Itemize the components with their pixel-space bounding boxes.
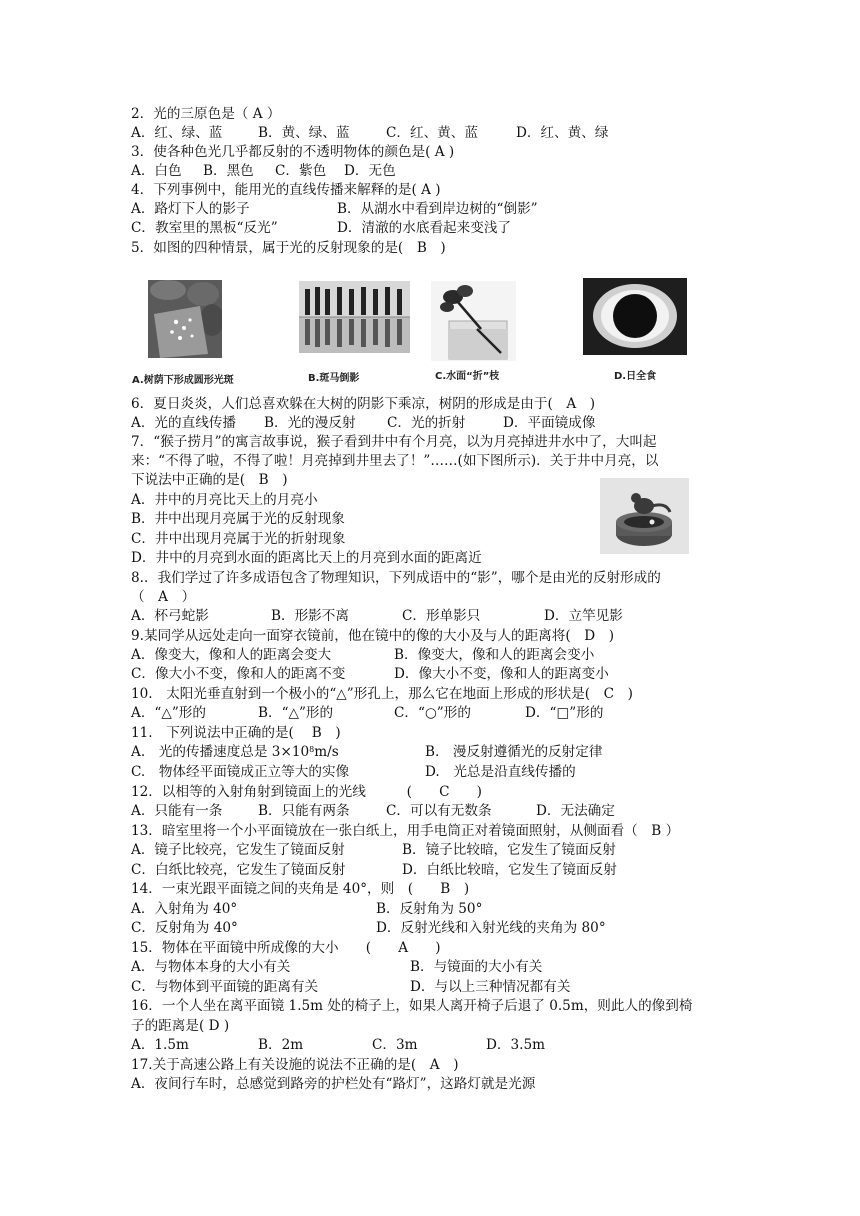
option-a: A．“△”形的: [131, 705, 206, 721]
question-8-stem-line1: 8.．我们学过了许多成语包含了物理知识，下列成语中的“影”，哪个是由光的反射形成的: [131, 570, 661, 586]
option-a: A．1.5m: [131, 1037, 189, 1053]
monkey-well-image: [600, 478, 689, 554]
option-a: A．红、绿、蓝: [131, 125, 223, 141]
option-c: C．红、黄、蓝: [386, 125, 478, 141]
option-b: B．黑色: [203, 163, 254, 179]
question-6-stem: 6．夏日炎炎，人们总喜欢躲在大树的阴影下乘凉，树阴的形成是由于( A ): [131, 396, 596, 412]
option-b: B．形影不离: [271, 608, 349, 624]
question-3-stem: 3．使各种色光几乎都反射的不透明物体的颜色是( A ): [131, 144, 455, 160]
option-d: D．3.5m: [486, 1037, 546, 1053]
option-d: D．无法确定: [536, 803, 615, 819]
option-a: A．杯弓蛇影: [131, 608, 209, 624]
image-caption-a: A.树荫下形成圆形光斑: [132, 375, 234, 386]
option-b: B．像变大，像和人的距离会变小: [394, 647, 595, 663]
option-d: D. 光总是沿直线传播的: [425, 764, 576, 780]
option-a: A．只能有一条: [131, 803, 223, 819]
option-c: C. 物体经平面镜成正立等大的实像: [131, 764, 350, 780]
option-c: C．与物体到平面镜的距离有关: [131, 979, 319, 995]
question-7-stem-line2: 来：“不得了啦，不得了啦！月亮掉到井里去了！”……(如下图所示)．关于井中月亮，以: [131, 453, 659, 469]
option-d: D．反射光线和入射光线的夹角为 80°: [376, 920, 606, 936]
option-b: B. 漫反射遵循光的反射定律: [425, 744, 603, 760]
question-7-stem-line1: 7．“猴子捞月”的寓言故事说，猴子看到井中有个月亮，以为月亮掉进井水中了，大叫起: [131, 434, 657, 450]
image-caption-c: C.水面“折”枝: [435, 371, 500, 382]
question-9-stem: 9.某同学从远处走向一面穿衣镜前，他在镜中的像的大小及与人的距离将( D ): [131, 628, 615, 644]
option-b: B．2m: [258, 1037, 304, 1053]
zebra-reflection-image: [299, 281, 410, 353]
option-a: [131, 743, 339, 762]
option-b: B．光的漫反射: [264, 415, 356, 431]
option-a: A．入射角为 40°: [131, 901, 238, 917]
option-d: D．清澈的水底看起来变浅了: [337, 220, 512, 236]
question-11-stem: 11. 下列说法中正确的是( B ): [131, 725, 341, 741]
question-7-option-b: B．井中出现月亮属于光的反射现象: [131, 511, 345, 527]
option-d: D．立竿见影: [544, 608, 623, 624]
question-16-stem-line1: 16．一个人坐在离平面镜 1.5m 处的椅子上，如果人离开椅子后退了 0.5m，则此人的像到椅: [131, 998, 693, 1014]
question-7-stem-line3: 下说法中正确的是( B ): [131, 472, 288, 488]
option-a: A．镜子比较亮，它发生了镜面反射: [131, 842, 345, 858]
question-14-stem: 14．一束光跟平面镜之间的夹角是 40°，则 ( B ): [131, 881, 470, 897]
option-b: B．与镜面的大小有关: [410, 959, 543, 975]
option-b: B．只能有两条: [258, 803, 350, 819]
option-c: C．紫色: [275, 163, 327, 179]
option-c: C．白纸比较亮，它发生了镜面反射: [131, 862, 346, 878]
option-a: A．光的直线传播: [131, 415, 236, 431]
question-8-stem-line2: （ A ）: [131, 589, 196, 605]
option-d: D．像大小不变，像和人的距离变小: [394, 666, 609, 682]
option-d: D．红、黄、绿: [516, 125, 609, 141]
question-7-option-d: D．井中的月亮到水面的距离比天上的月亮到水面的距离近: [131, 550, 482, 566]
question-13-stem: 13．暗室里将一个小平面镜放在一张白纸上，用手电筒正对着镜面照射，从侧面看（ B ）: [131, 823, 680, 839]
question-17-option-a: A．夜间行车时，总感觉到路旁的护栏处有“路灯”，这路灯就是光源: [131, 1076, 536, 1092]
option-d: D．与以上三种情况都有关: [410, 979, 571, 995]
total-solar-eclipse-image: [583, 278, 687, 355]
option-b: B．“△”形的: [258, 705, 334, 721]
option-c: C．反射角为 40°: [131, 920, 238, 936]
option-c: C．形单影只: [402, 608, 481, 624]
option-d: D．“□”形的: [525, 705, 604, 721]
question-17-stem: 17.关于高速公路上有关设施的说法不正确的是( A ): [131, 1057, 459, 1073]
option-a: A．像变大，像和人的距离会变大: [131, 647, 332, 663]
option-d: D．平面镜成像: [503, 415, 596, 431]
option-b: B．黄、绿、蓝: [258, 125, 350, 141]
question-2-stem: 2．光的三原色是（ A ）: [131, 106, 281, 122]
option-d: D．白纸比较暗，它发生了镜面反射: [402, 862, 617, 878]
option-c: C．可以有无数条: [386, 803, 492, 819]
option-a: A．白色: [131, 163, 182, 179]
option-c: C．“○”形的: [394, 705, 471, 721]
option-a: A．路灯下人的影子: [131, 201, 250, 217]
question-16-stem-line2: 子的距离是( D ): [131, 1018, 230, 1034]
option-b: B．反射角为 50°: [376, 901, 483, 917]
option-b: B．镜子比较暗，它发生了镜面反射: [402, 842, 616, 858]
image-caption-d: D.日全食: [614, 371, 657, 382]
option-a-unit: m/s: [314, 744, 339, 760]
question-12-stem: 12．以相等的入射角射到镜面上的光线 ( C ): [131, 784, 482, 800]
question-10-stem: 10. 太阳光垂直射到一个极小的“△”形孔上，那么它在地面上形成的形状是( C ): [131, 686, 633, 702]
question-7-option-c: C．井中出现月亮属于光的折射现象: [131, 531, 346, 547]
image-caption-b: B.斑马倒影: [308, 373, 360, 384]
question-4-stem: 4．下列事例中，能用光的直线传播来解释的是( A ): [131, 182, 441, 198]
question-7-option-a: A．井中的月亮比天上的月亮小: [131, 492, 318, 508]
option-a-text: A. 光的传播速度总是 3×10: [131, 744, 310, 760]
option-a: A．与物体本身的大小有关: [131, 959, 291, 975]
option-c: C．教室里的黑板“反光”: [131, 220, 278, 236]
bent-branch-in-water-image: [431, 281, 516, 361]
option-d: D．无色: [344, 163, 396, 179]
option-b: B．从湖水中看到岸边树的“倒影”: [337, 201, 538, 217]
option-c: C．3m: [372, 1037, 418, 1053]
question-15-stem: 15．物体在平面镜中所成像的大小 ( A ): [131, 940, 441, 956]
option-c: C．光的折射: [387, 415, 466, 431]
question-5-stem: 5．如图的四种情景，属于光的反射现象的是( B ): [131, 240, 446, 256]
option-a-exponent: 8: [309, 745, 315, 754]
option-c: C．像大小不变，像和人的距离不变: [131, 666, 346, 682]
tree-shade-light-spots-image: [148, 280, 222, 358]
